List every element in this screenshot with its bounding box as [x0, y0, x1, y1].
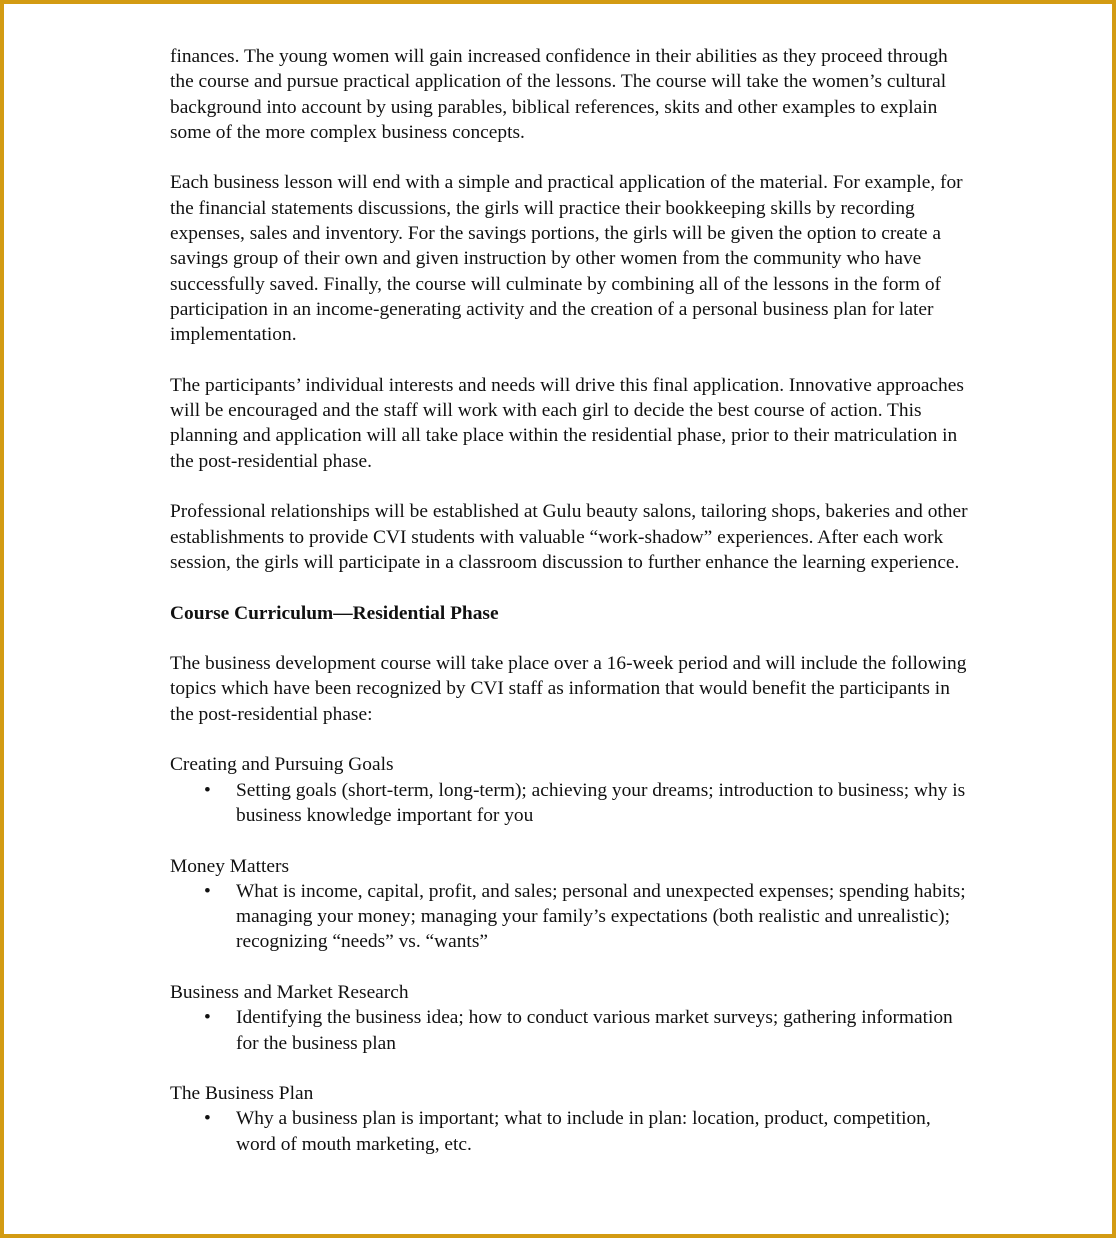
- paragraph-lesson-application: Each business lesson will end with a simple and practical application of the material. For example, for the financial statements discussions, the girls will practice their bookkeeping skills by recording expenses, sales and inventory. For the savings portions, the girls will be given the option to create a savings group of their own and given instruction by other women from the community who have successfully saved. Finally, the course will culminate by combining all of the lessons in the form of participation in an income-generating activity and the creation of a personal business plan for later implementation.: [170, 172, 963, 346]
- list-item-text: Setting goals (short-term, long-term); achieving your dreams; introduction to business; why is business knowledge important for you: [236, 779, 966, 826]
- topic-bullet-list: [170, 778, 970, 829]
- list-item: [170, 778, 970, 829]
- topic-business-plan: [170, 1081, 970, 1157]
- paragraph-professional-relationships: Professional relationships will be established at Gulu beauty salons, tailoring shops, bakeries and other establishments to provide CVI students with valuable “work-shadow” experiences. After each work session, the girls will participate in a classroom discussion to further enhance the learning experience.: [170, 501, 968, 573]
- topic-creating-goals: [170, 752, 970, 828]
- topic-market-research: [170, 980, 970, 1056]
- section-heading: Course Curriculum—Residential Phase: [170, 602, 499, 624]
- topic-bullet-list: [170, 1106, 970, 1157]
- topic-bullet-list: [170, 1005, 970, 1056]
- paragraph-finances: finances. The young women will gain increased confidence in their abilities as they proceed through the course and pursue practical application of the lessons. The course will take the women’s cultural background into account by using parables, biblical references, skits and other examples to explain some of the more complex business concepts.: [170, 46, 948, 143]
- topic-title: Creating and Pursuing Goals: [170, 754, 394, 776]
- topic-title: The Business Plan: [170, 1083, 314, 1105]
- bullet-icon: •: [204, 779, 211, 801]
- bullet-icon: •: [204, 1108, 211, 1130]
- topic-title: Money Matters: [170, 855, 290, 877]
- list-item-text: Why a business plan is important; what to include in plan: location, product, competition, word of mouth marketing, etc.: [236, 1108, 931, 1155]
- section-intro: The business development course will take place over a 16-week period and will include the following topics which have been recognized by CVI staff as information that would benefit the participants in the post-residential phase:: [170, 653, 967, 725]
- list-item: [170, 1106, 970, 1157]
- list-item: [170, 1005, 970, 1056]
- paragraph-participants-interests: The participants’ individual interests and needs will drive this final application. Innovative approaches will be encouraged and the staff will work with each girl to decide the best course of action. This planning and application will all take place within the residential phase, prior to their matriculation in the post-residential phase.: [170, 374, 964, 472]
- topic-title: Business and Market Research: [170, 981, 409, 1003]
- topic-bullet-list: [170, 879, 970, 955]
- topic-money-matters: [170, 854, 970, 955]
- list-item: [170, 879, 970, 955]
- list-item-text: Identifying the business idea; how to conduct various market surveys; gathering information for the business plan: [236, 1007, 953, 1054]
- bullet-icon: •: [204, 880, 211, 902]
- list-item-text: What is income, capital, profit, and sales; personal and unexpected expenses; spending habits; managing your money; managing your family’s expectations (both realistic and unrealistic); recognizing “needs” vs. “wants”: [236, 880, 966, 953]
- document-page: [170, 44, 970, 1182]
- bullet-icon: •: [204, 1007, 211, 1029]
